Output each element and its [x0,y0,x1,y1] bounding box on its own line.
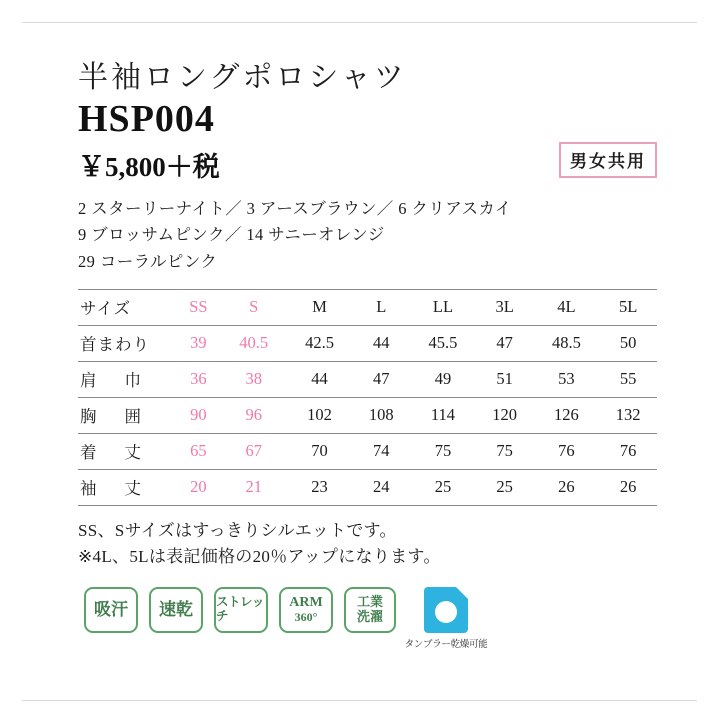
cell-chest-s: 96 [221,397,287,433]
cell-shoulder-l: 47 [352,361,410,397]
cell-neck-m: 42.5 [287,325,353,361]
cell-length-ss: 65 [176,433,221,469]
arm360-line1: ARM [289,594,323,610]
row-label-length [78,433,176,469]
cell-chest-5l: 132 [599,397,657,433]
quick-dry-label: 速乾 [159,599,193,619]
row-label-sleeve-part2: 丈 [124,478,142,498]
absorb-sweat-label: 吸汗 [94,599,128,619]
size-table-header-row [78,289,657,325]
stretch-icon [214,587,268,633]
cell-sleeve-5l: 26 [599,469,657,505]
color-line-2: 9 ブロッサムピンク／ 14 サニーオレンジ [78,225,385,245]
quick-dry-icon [149,587,203,633]
cell-chest-ll: 114 [410,397,476,433]
notes [78,518,657,571]
industrial-wash-icon [344,587,396,633]
cell-shoulder-s: 38 [221,361,287,397]
cell-neck-5l: 50 [599,325,657,361]
table-row [78,433,657,469]
size-col-ss: SS [176,289,221,325]
color-list [78,196,657,276]
top-divider [22,22,697,23]
feature-icon-row [78,587,657,650]
note-line-2: ※4L、5Lは表記価格の20％アップになります。 [78,547,441,567]
row-label-sleeve [78,469,176,505]
arm360-line2: 360° [294,609,318,624]
cell-chest-l: 108 [352,397,410,433]
cell-length-ll: 75 [410,433,476,469]
tumble-dry-caption: タンブラー乾燥可能 [404,639,488,650]
row-label-chest [78,397,176,433]
cell-shoulder-ll: 49 [410,361,476,397]
row-label-chest-part1: 胸 [80,406,98,426]
cell-chest-4l: 126 [533,397,599,433]
cell-neck-ss: 39 [176,325,221,361]
cell-neck-l: 44 [352,325,410,361]
size-col-l: L [352,289,410,325]
cell-sleeve-ll: 25 [410,469,476,505]
size-col-3l: 3L [476,289,534,325]
cell-neck-4l: 48.5 [533,325,599,361]
cell-chest-ss: 90 [176,397,221,433]
size-col-m: M [287,289,353,325]
row-label-chest-part2: 囲 [124,406,142,426]
cell-length-l: 74 [352,433,410,469]
price-row [78,142,657,184]
table-row [78,325,657,361]
row-label-length-part2: 丈 [124,442,142,462]
size-col-5l: 5L [599,289,657,325]
cell-sleeve-m: 23 [287,469,353,505]
tumble-dry-icon [424,587,468,633]
cell-sleeve-ss: 20 [176,469,221,505]
row-label-sleeve-part1: 袖 [80,478,98,498]
cell-length-s: 67 [221,433,287,469]
cell-shoulder-4l: 53 [533,361,599,397]
cell-length-m: 70 [287,433,353,469]
cell-sleeve-3l: 25 [476,469,534,505]
cell-shoulder-ss: 36 [176,361,221,397]
absorb-sweat-icon [84,587,138,633]
size-col-ll: LL [410,289,476,325]
row-label-length-part1: 着 [80,442,98,462]
note-line-1: SS、Sサイズはすっきりシルエットです。 [78,520,397,540]
cell-neck-s: 40.5 [221,325,287,361]
tumble-dry-circle [435,601,457,623]
row-label-shoulder-part2: 巾 [124,370,142,390]
cell-length-5l: 76 [599,433,657,469]
row-label-shoulder-part1: 肩 [80,370,98,390]
cell-shoulder-3l: 51 [476,361,534,397]
bottom-divider [22,700,697,701]
row-label-neck: 首まわり [78,325,176,361]
cell-chest-m: 102 [287,397,353,433]
cell-sleeve-s: 21 [221,469,287,505]
unisex-badge: 男女共用 [559,142,657,178]
product-price: ￥5,800＋税 [78,152,220,183]
cell-neck-3l: 47 [476,325,534,361]
stretch-label: ストレッチ [216,595,264,623]
cell-length-4l: 76 [533,433,599,469]
cell-sleeve-4l: 26 [533,469,599,505]
size-table-corner-label: サイズ [78,289,176,325]
cell-shoulder-m: 44 [287,361,353,397]
cell-length-3l: 75 [476,433,534,469]
product-code: HSP004 [78,98,215,140]
table-row [78,397,657,433]
page-title: 半袖ロングポロシャツ [78,61,407,94]
cell-neck-ll: 45.5 [410,325,476,361]
table-row [78,469,657,505]
arm360-icon [279,587,333,633]
color-line-1: 2 スターリーナイト／ 3 アースブラウン／ 6 クリアスカイ [78,198,512,218]
cell-shoulder-5l: 55 [599,361,657,397]
color-line-3: 29 コーラルピンク [78,252,218,272]
size-table [78,289,657,506]
size-col-s: S [221,289,287,325]
tumble-dry-block [404,587,488,650]
size-col-4l: 4L [533,289,599,325]
table-row [78,361,657,397]
cell-chest-3l: 120 [476,397,534,433]
row-label-shoulder [78,361,176,397]
cell-sleeve-l: 24 [352,469,410,505]
industrial-wash-line2: 洗濯 [356,608,383,624]
industrial-wash-line1: 工業 [356,593,383,609]
